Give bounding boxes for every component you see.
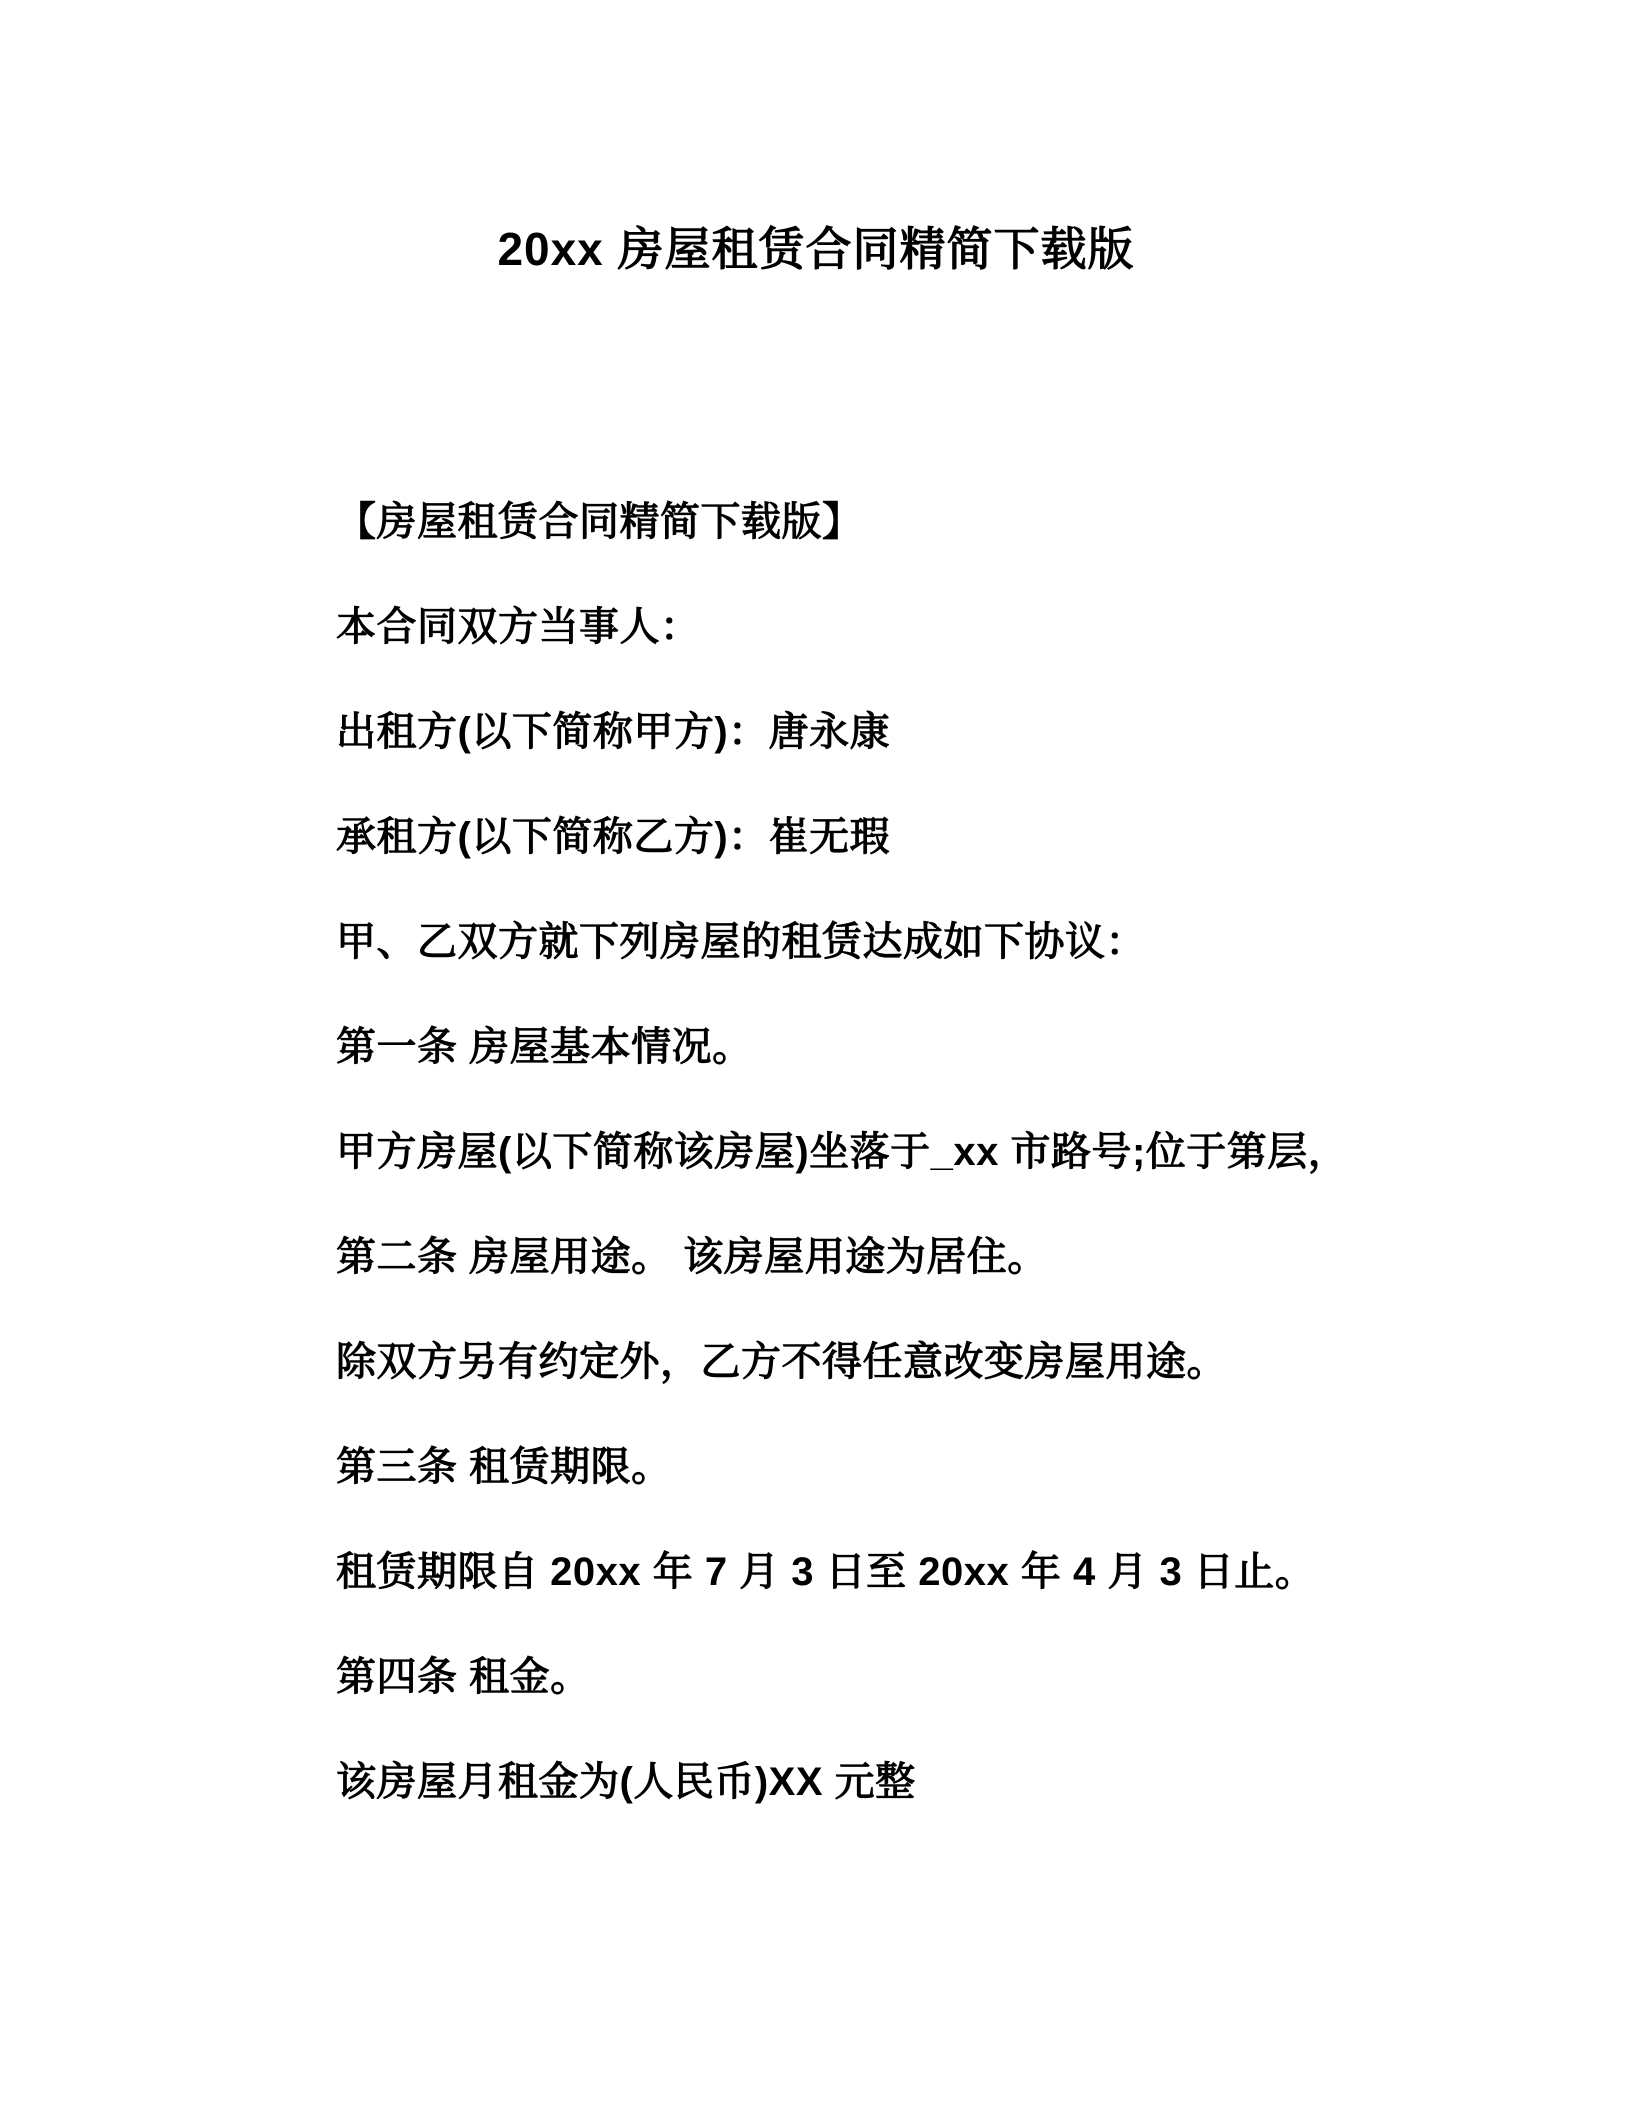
parties-intro: 本合同双方当事人： [336, 605, 701, 649]
article-4-content: 该房屋月租金为(人民币)XX 元整 [336, 1760, 916, 1804]
section-heading-bracketed: 【房屋租赁合同精简下载版】 [336, 500, 863, 544]
document-title: 20xx 房屋租赁合同精简下载版 [497, 223, 1135, 275]
article-1-content: 甲方房屋(以下简称该房屋)坐落于_xx 市路号;位于第层， [336, 1130, 1349, 1174]
document-body [336, 470, 1512, 1835]
article-1-heading: 第一条 房屋基本情况。 [336, 1025, 753, 1069]
agreement-intro: 甲、乙双方就下列房屋的租赁达成如下协议： [336, 920, 1146, 964]
article-3-content: 租赁期限自 20xx 年 7 月 3 日至 20xx 年 4 月 3 日止。 [336, 1550, 1316, 1594]
article-3-heading: 第三条 租赁期限。 [336, 1445, 672, 1489]
lessee-line: 承租方(以下简称乙方)：崔无瑕 [336, 815, 891, 859]
article-2-line: 第二条 房屋用途。 该房屋用途为居住。 [336, 1235, 1048, 1279]
article-4-heading: 第四条 租金。 [336, 1655, 591, 1699]
article-2-content: 除双方另有约定外，乙方不得任意改变房屋用途。 [336, 1340, 1227, 1384]
lessor-line: 出租方(以下简称甲方)：唐永康 [336, 710, 891, 754]
